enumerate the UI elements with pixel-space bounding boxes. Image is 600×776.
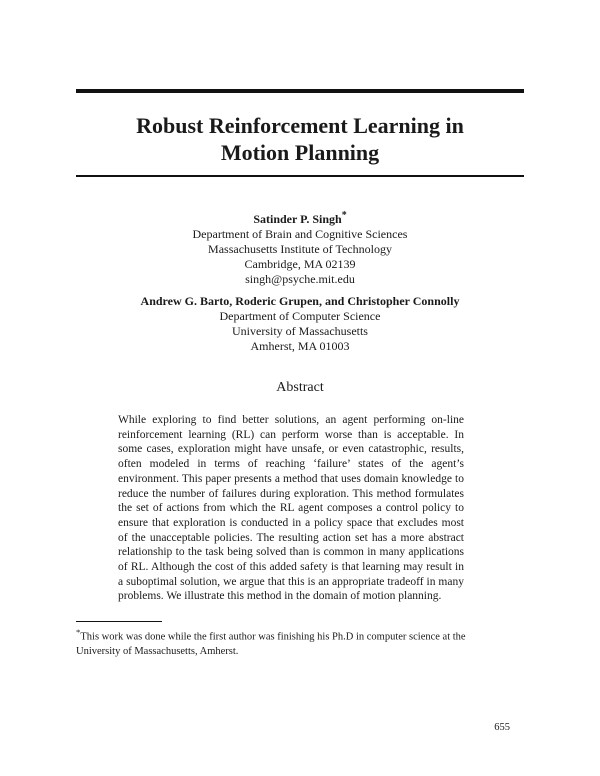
abstract-body: While exploring to find better solutions, an agent performing on-line reinforcement learning (RL) can perform worse than is acceptable. In some cases, exploration might have unsafe, or even catastrophic, results, often modeled in terms of reaching ‘failure’ states of the agent’s environment. This paper presents a method that uses domain knowledge to reduce the number of failures during exploration. This method formulates the set of actions from which the RL agent composes a control policy to ensure that exploration is conducted in a policy space that excludes most of the unacceptable policies. The resulting action set has a more abstract relationship to the task being solved than is common in many applications of RL. Although the cost of this added safety is that learning may result in a suboptimal solution, we argue that this is an appropriate tradeoff in many problems. We illustrate this method in the domain of motion planning. bbox=[118, 414, 464, 603]
footnote-mark: * bbox=[76, 627, 81, 637]
author-1-city: Cambridge, MA 02139 bbox=[244, 257, 356, 271]
author-block-1 bbox=[76, 208, 524, 287]
author-block-2 bbox=[76, 294, 524, 354]
author-1-name-line bbox=[76, 208, 524, 227]
paper-title bbox=[76, 112, 524, 166]
author-1-footnote-mark: * bbox=[341, 210, 347, 221]
author-1-institution: Massachusetts Institute of Technology bbox=[208, 242, 392, 256]
footnote bbox=[76, 625, 512, 659]
title-bottom-rule bbox=[76, 175, 524, 177]
title-line-1: Robust Reinforcement Learning in bbox=[136, 113, 464, 138]
page-number: 655 bbox=[494, 722, 510, 733]
top-rule bbox=[76, 89, 524, 93]
title-line-2: Motion Planning bbox=[220, 140, 380, 165]
abstract-heading: Abstract bbox=[276, 380, 324, 395]
author-1-department: Department of Brain and Cognitive Sciences bbox=[192, 227, 408, 241]
author-1-name: Satinder P. Singh bbox=[253, 212, 342, 226]
author-2-names: Andrew G. Barto, Roderic Grupen, and Christopher Connolly bbox=[140, 294, 460, 308]
author-2-department: Department of Computer Science bbox=[219, 309, 381, 323]
author-1-email: singh@psyche.mit.edu bbox=[245, 272, 355, 286]
author-2-city: Amherst, MA 01003 bbox=[250, 339, 350, 353]
footnote-text: This work was done while the first author was finishing his Ph.D in computer science at the University of Massachusetts, Amherst. bbox=[76, 631, 466, 657]
footnote-rule bbox=[76, 621, 162, 622]
author-2-institution: University of Massachusetts bbox=[232, 324, 368, 338]
